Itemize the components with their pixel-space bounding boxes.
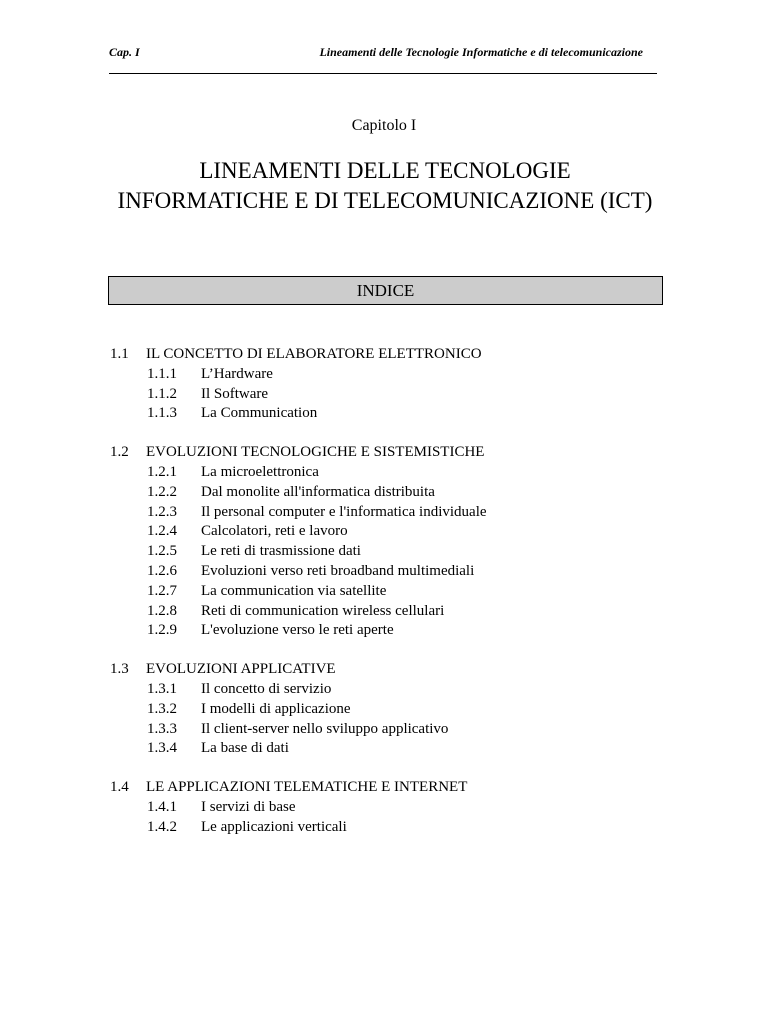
chapter-title-line-1: LINEAMENTI DELLE TECNOLOGIE [199,158,571,183]
toc-entry-title: Il client-server nello sviluppo applicativo [201,720,449,737]
toc-entry[interactable] [110,720,670,740]
toc-entry-number: 1.3.4 [147,740,177,757]
toc-entry-number: 1.1.2 [147,385,177,402]
toc-entry[interactable] [110,602,670,622]
toc-section-title: EVOLUZIONI APPLICATIVE [146,661,336,678]
toc-entry-title: La microelettronica [201,463,319,480]
toc-entry-number: 1.2.1 [147,463,177,480]
toc-entry[interactable] [110,522,670,542]
running-header-title: Lineamenti delle Tecnologie Informatiche e di telecomunicazione [319,45,643,59]
toc-section-number: 1.1 [110,346,129,362]
toc-entry-number: 1.2.7 [147,582,177,599]
toc-entry-number: 1.3.3 [147,720,177,737]
toc-entry-number: 1.2.5 [147,543,177,560]
toc-entry-title: L'evoluzione verso le reti aperte [201,622,394,639]
toc-entry[interactable] [110,542,670,562]
toc-section-heading[interactable] [110,345,670,365]
chapter-title [0,156,768,216]
toc-entry-title: Il personal computer e l'informatica individuale [201,503,487,520]
toc-entry-title: La Communication [201,405,318,422]
toc-section [110,345,670,424]
toc-entry-number: 1.1.1 [147,365,177,382]
toc-entry-number: 1.4.1 [147,798,177,815]
toc-section-number: 1.4 [110,779,129,796]
toc-entry-number: 1.4.2 [147,818,177,835]
toc-entry-title: Reti di communication wireless cellulari [201,602,445,619]
toc-entry-title: Le reti di trasmissione dati [201,543,361,560]
toc-entry[interactable] [110,621,670,641]
toc-entry-title: I servizi di base [201,798,296,815]
toc-entry[interactable] [110,798,670,818]
toc-entry-title: Le applicazioni verticali [201,818,347,835]
table-of-contents [110,345,670,857]
chapter-label: Capitolo I [351,117,417,134]
toc-section-heading[interactable] [110,660,670,680]
toc-section [110,660,670,759]
toc-section-title: EVOLUZIONI TECNOLOGICHE E SISTEMISTICHE [146,444,485,461]
chapter-title-line-2: INFORMATICHE E DI TELECOMUNICAZIONE (ICT) [117,188,653,213]
toc-section-heading[interactable] [110,443,670,463]
toc-entry-number: 1.2.9 [147,622,177,639]
toc-entry[interactable] [110,385,670,405]
toc-entry[interactable] [110,463,670,483]
toc-section-title: LE APPLICAZIONI TELEMATICHE E INTERNET [146,779,468,796]
toc-entry[interactable] [110,700,670,720]
toc-entry-title: Dal monolite all'informatica distribuita [201,483,435,500]
toc-entry-title: L’Hardware [201,365,273,382]
toc-entry[interactable] [110,483,670,503]
toc-entry-title: Calcolatori, reti e lavoro [201,523,348,540]
toc-section-heading[interactable] [110,778,670,798]
toc-entry[interactable] [110,562,670,582]
toc-entry[interactable] [110,818,670,838]
toc-entry-number: 1.1.3 [147,405,177,422]
toc-section [110,443,670,641]
index-heading: INDICE [108,276,663,305]
header-rule [109,73,657,74]
toc-section-number: 1.2 [110,444,129,461]
running-header-chapter: Cap. I [109,45,140,59]
toc-entry-number: 1.2.3 [147,503,177,520]
toc-entry-number: 1.3.1 [147,680,177,697]
toc-entry-title: Il concetto di servizio [201,680,332,697]
toc-entry-title: La communication via satellite [201,582,387,599]
toc-entry[interactable] [110,680,670,700]
toc-entry-title: I modelli di applicazione [201,700,351,717]
toc-entry-number: 1.2.6 [147,562,177,579]
toc-entry-title: Evoluzioni verso reti broadband multimediali [201,562,475,579]
toc-entry-number: 1.2.8 [147,602,177,619]
toc-section [110,778,670,837]
toc-entry-title: Il Software [201,385,269,402]
toc-entry[interactable] [110,365,670,385]
toc-entry-number: 1.2.4 [147,523,177,540]
toc-entry[interactable] [110,739,670,759]
toc-section-number: 1.3 [110,661,129,678]
toc-entry[interactable] [110,503,670,523]
toc-entry-title: La base di dati [201,740,289,757]
toc-entry-number: 1.3.2 [147,700,177,717]
toc-entry[interactable] [110,404,670,424]
toc-entry-number: 1.2.2 [147,483,177,500]
toc-entry[interactable] [110,582,670,602]
toc-section-title: IL CONCETTO DI ELABORATORE ELETTRONICO [146,346,482,362]
